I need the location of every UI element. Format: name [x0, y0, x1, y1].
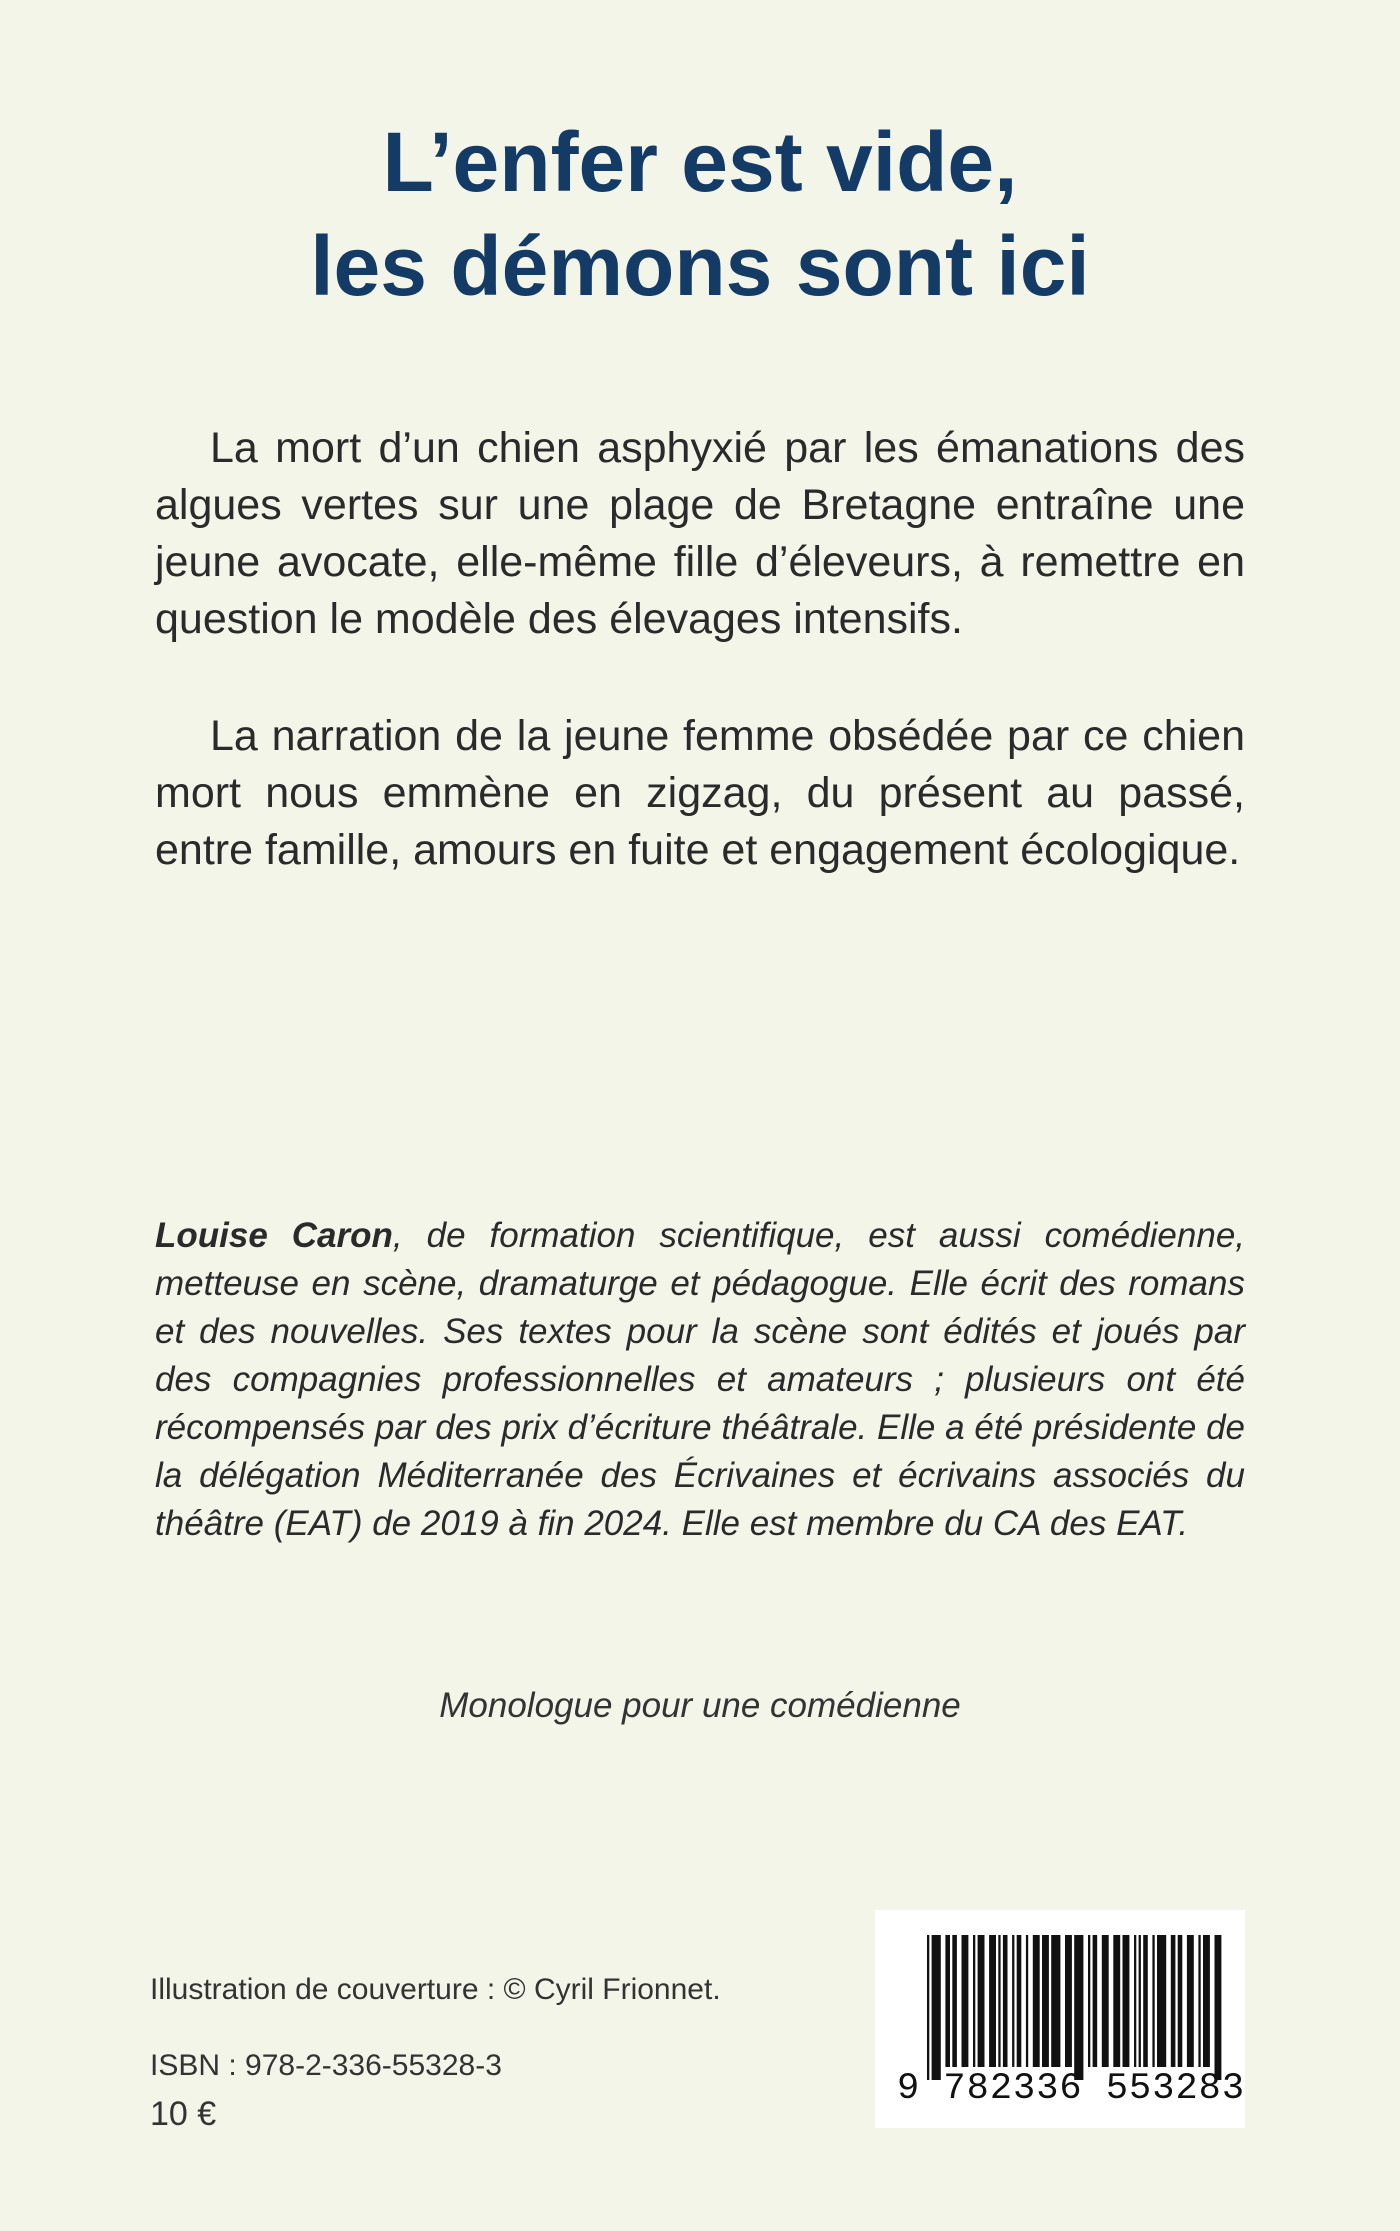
barcode-bar [1017, 1935, 1022, 2067]
price: 10 € [150, 2095, 217, 2133]
barcode-bar [1093, 1935, 1098, 2067]
barcode-bar [1102, 1935, 1109, 2067]
barcode-bar [1026, 1935, 1028, 2067]
barcode-bar [1065, 1935, 1072, 2067]
barcode-bar [1088, 1935, 1090, 2067]
barcode-bar [1033, 1935, 1040, 2067]
barcode-bar [1123, 1935, 1130, 2067]
barcode-bar [1042, 1935, 1049, 2067]
summary-paragraph-2: La narration de la jeune femme obsédée par ce chien mort nous emmène en zigzag, du présent au passé, entre famille, amours en fuite et engagement écologique. [155, 712, 1245, 874]
barcode-bar [932, 1935, 941, 2080]
barcode-bar [973, 1935, 975, 2067]
title-line-1: L’enfer est vide, [382, 115, 1018, 209]
barcode-bar [1113, 1935, 1120, 2067]
barcode-bar [1012, 1935, 1014, 2067]
isbn: ISBN : 978-2-336-55328-3 [150, 2049, 502, 2082]
illustration-credit: Illustration de couverture : © Cyril Frionnet. [150, 1973, 721, 2006]
barcode-bar [945, 1935, 950, 2067]
author-bio-text: , de formation scientifique, est aussi comédienne, metteuse en scène, dramaturge et pédagogue. Elle écrit des romans et des nouvelles. Ses textes pour la scène sont édités et joués par des compagnies professionnelles et amateurs ; plusieurs ont été récompensés par des prix d’écriture théâtrale. Elle a été présidente de la délégation Méditerranée des Écrivaines et écrivains associés du théâtre (EAT) de 2019 à fin 2024. Elle est membre du CA des EAT. [155, 1216, 1246, 1543]
barcode-bar [962, 1935, 969, 2067]
summary-paragraph-1: La mort d’un chien asphyxié par les émanations des algues vertes sur une plage de Bretagne entraîne une jeune avocate, elle-même fille d’éleveurs, à remettre en question le modèle des élevages intensifs. [155, 424, 1245, 643]
barcode-bar [927, 1935, 929, 2080]
author-bio [155, 1212, 1245, 1548]
barcode-bar [1171, 1935, 1176, 2067]
barcode-bar [1074, 1935, 1083, 2080]
barcode [875, 1910, 1245, 2128]
barcode-bar [1139, 1935, 1141, 2067]
title-line-2: les démons sont ici [310, 219, 1090, 313]
barcode-bar [1152, 1935, 1154, 2067]
barcode-bar [1187, 1935, 1194, 2067]
barcode-bar [1143, 1935, 1148, 2067]
book-title [0, 110, 1400, 318]
author-name: Louise Caron [155, 1216, 393, 1255]
barcode-bar [1203, 1935, 1210, 2067]
barcode-bar [1215, 1935, 1222, 2080]
genre-label: Monologue pour une comédienne [439, 1686, 961, 1725]
barcode-bar [1051, 1935, 1060, 2067]
barcode-digits: 9 782336 553283 [897, 2068, 1246, 2110]
barcode-bar [952, 1935, 957, 2067]
barcode-bar [1134, 1935, 1136, 2067]
barcode-bar [1157, 1935, 1166, 2067]
barcode-bar [998, 1935, 1000, 2067]
barcode-bar [978, 1935, 985, 2067]
barcode-bar [989, 1935, 996, 2067]
barcode-bar [1178, 1935, 1183, 2067]
barcode-bar [1198, 1935, 1200, 2067]
barcode-bar [1003, 1935, 1008, 2067]
